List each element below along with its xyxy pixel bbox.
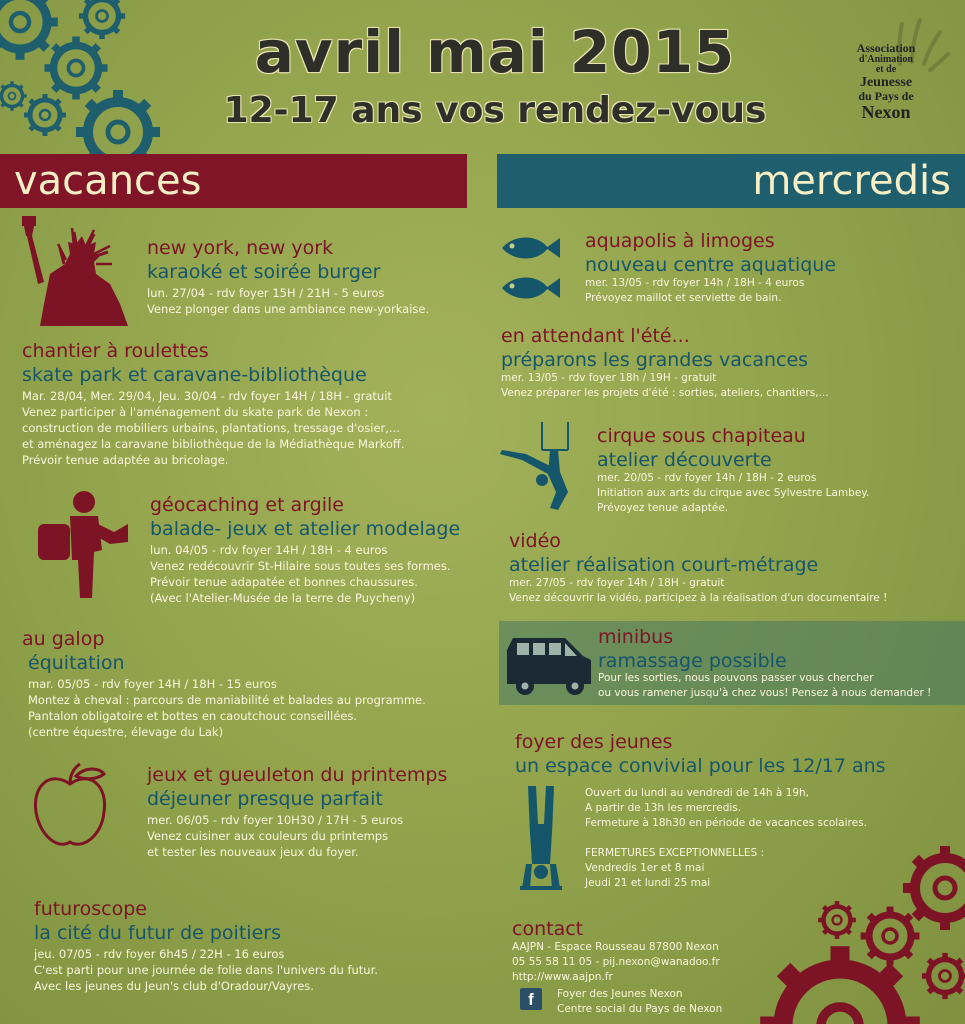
event-line: mer. 27/05 - rdv foyer 14h / 18H - gratuit: [509, 577, 725, 589]
gear-cluster-bottom-right-icon: [740, 836, 965, 1024]
event-line: Prévoyez maillot et serviette de bain.: [585, 292, 782, 304]
event-details: [28, 676, 426, 740]
event-subtitle: balade- jeux et atelier modelage: [150, 518, 461, 540]
event-line: mer. 20/05 - rdv foyer 14h / 18H - 2 euros: [597, 472, 817, 484]
event-line: Venez découvrir la vidéo, participez à la réalisation d'un documentaire !: [509, 592, 888, 604]
event-subtitle: atelier réalisation court-métrage: [509, 554, 819, 576]
event-line: lun. 04/05 - rdv foyer 14H / 18H - 4 euros: [150, 543, 388, 557]
event-line: et aménagez la caravane bibliothèque de la Médiathèque Markoff.: [22, 437, 405, 451]
event-line: Pour les sorties, nous pouvons passer vous chercher: [598, 672, 874, 684]
gear-cluster-top-left-icon: [0, 0, 175, 160]
contact-details: [512, 940, 720, 985]
event-line: Avec les jeunes du Jeun's club d'Oradour/Vayres.: [34, 979, 314, 993]
event-subtitle: ramassage possible: [598, 650, 787, 672]
acrobat-icon: [498, 420, 582, 512]
foyer-line: Jeudi 21 et lundi 25 mai: [585, 877, 711, 889]
event-line: et tester les nouveaux jeux du foyer.: [147, 845, 359, 859]
foyer-line: FERMETURES EXCEPTIONNELLES :: [585, 847, 765, 859]
event-details: [147, 285, 429, 317]
event-subtitle: déjeuner presque parfait: [147, 788, 383, 810]
event-line: Prévoyez tenue adaptée.: [597, 502, 729, 514]
event-details: [147, 812, 403, 860]
section-header-vacances: vacances: [0, 154, 467, 208]
apple-icon: [30, 762, 110, 852]
event-line: construction de mobiliers urbains, plantations, tressage d'osier,...: [22, 421, 400, 435]
page-subtitle: 12-17 ans vos rendez-vous: [223, 90, 767, 131]
contact-title: contact: [512, 918, 584, 940]
event-line: Mar. 28/04, Mer. 29/04, Jeu. 30/04 - rdv foyer 14H / 18H - gratuit: [22, 389, 392, 403]
event-details: [585, 276, 804, 306]
event-subtitle: karaoké et soirée burger: [147, 261, 381, 283]
event-line: Venez préparer les projets d'été : sorties, ateliers, chantiers,...: [501, 387, 829, 399]
event-details: [501, 371, 829, 401]
association-line: et de: [875, 64, 897, 76]
event-line: mer. 06/05 - rdv foyer 10H30 / 17H - 5 euros: [147, 813, 404, 827]
page-title: avril mai 2015: [254, 18, 736, 86]
event-title: futuroscope: [34, 898, 147, 920]
event-details: [597, 471, 869, 516]
event-subtitle: atelier découverte: [597, 449, 772, 471]
association-logo: [840, 42, 932, 122]
foyer-line: A partir de 13h les mercredis.: [585, 802, 742, 814]
event-details: [598, 671, 931, 701]
event-title: minibus: [598, 626, 674, 648]
handstand-icon: [518, 784, 564, 892]
facebook-page-link[interactable]: Foyer des Jeunes Nexon: [557, 988, 683, 1000]
event-subtitle: nouveau centre aquatique: [585, 254, 837, 276]
contact-phone-email[interactable]: 05 55 58 11 05 - pij.nexon@wanadoo.fr: [512, 956, 720, 968]
event-line: Pantalon obligatoire et bottes en caoutchouc conseillées.: [28, 709, 358, 723]
event-subtitle: équitation: [28, 652, 125, 674]
event-line: mar. 05/05 - rdv foyer 14H / 18H - 15 euros: [28, 677, 277, 691]
association-line: du Pays de: [858, 89, 914, 104]
event-title: new york, new york: [147, 237, 334, 259]
association-line: d'Animation: [859, 53, 913, 65]
event-line: mer. 13/05 - rdv foyer 14h / 18H - 4 euros: [585, 277, 805, 289]
event-subtitle: préparons les grandes vacances: [501, 349, 809, 371]
event-title: géocaching et argile: [150, 494, 344, 516]
event-line: Venez participer à l'aménagement du skate park de Nexon :: [22, 405, 369, 419]
fish-icon: [498, 232, 562, 308]
foyer-line: Ouvert du lundi au vendredi de 14h à 19h,: [585, 787, 809, 799]
hiker-icon: [32, 488, 130, 600]
association-line: Nexon: [861, 101, 911, 122]
contact-address: AAJPN - Espace Rousseau 87800 Nexon: [512, 941, 719, 953]
event-line: Venez redécouvrir St-Hilaire sous toutes ses formes.: [150, 559, 451, 573]
event-line: Prévoir tenue adaptée au bricolage.: [22, 453, 229, 467]
event-line: Venez plonger dans une ambiance new-yorkaise.: [147, 302, 430, 316]
statue-of-liberty-icon: [10, 214, 135, 329]
event-line: C'est parti pour une journée de folie dans l'univers du futur.: [34, 963, 378, 977]
event-subtitle: un espace convivial pour les 12/17 ans: [515, 755, 886, 777]
event-line: mer. 13/05 - rdv foyer 18h / 19H - gratuit: [501, 372, 717, 384]
event-subtitle: la cité du futur de poitiers: [34, 922, 281, 944]
event-line: lun. 27/04 - rdv foyer 15H / 21H - 5 euros: [147, 286, 385, 300]
event-line: ou vous ramener jusqu'à chez vous! Pensez à nous demander !: [598, 687, 932, 699]
event-title: foyer des jeunes: [515, 731, 673, 753]
event-details: [34, 946, 378, 994]
event-line: (Avec l'Atelier-Musée de la terre de Puycheny): [150, 591, 416, 605]
event-line: Prévoir tenue adapatée et bonnes chaussures.: [150, 575, 418, 589]
event-title: aquapolis à limoges: [585, 230, 775, 252]
facebook-icon[interactable]: f: [520, 988, 542, 1010]
event-title: cirque sous chapiteau: [597, 425, 806, 447]
foyer-line: Vendredis 1er et 8 mai: [585, 862, 705, 874]
facebook-page-link[interactable]: Centre social du Pays de Nexon: [557, 1003, 723, 1015]
event-title: jeux et gueuleton du printemps: [147, 764, 448, 786]
event-line: Initiation aux arts du cirque avec Sylvestre Lambey.: [597, 487, 870, 499]
event-details: [509, 576, 887, 606]
event-details: [22, 388, 405, 468]
event-title: en attendant l'été...: [501, 325, 690, 347]
event-line: Montez à cheval : parcours de maniabilité et balades au programme.: [28, 693, 426, 707]
section-header-mercredis: mercredis: [497, 154, 965, 208]
association-line: Association: [856, 41, 916, 55]
event-title: chantier à roulettes: [22, 340, 209, 362]
foyer-line: Fermeture à 18h30 en période de vacances scolaires.: [585, 817, 867, 829]
event-line: (centre équestre, élevage du Lak): [28, 725, 224, 739]
event-details: [150, 542, 451, 606]
event-line: Venez cuisiner aux couleurs du printemps: [147, 829, 389, 843]
event-title: vidéo: [509, 530, 561, 552]
event-subtitle: skate park et caravane-bibliothèque: [22, 364, 367, 386]
minibus-icon: [503, 634, 593, 698]
event-line: jeu. 07/05 - rdv foyer 6h45 / 22H - 16 euros: [34, 947, 285, 961]
association-line: Jeunesse: [859, 74, 913, 90]
contact-website-link[interactable]: http://www.aajpn.fr: [512, 971, 613, 983]
event-title: au galop: [22, 628, 105, 650]
facebook-pages: [557, 987, 722, 1017]
